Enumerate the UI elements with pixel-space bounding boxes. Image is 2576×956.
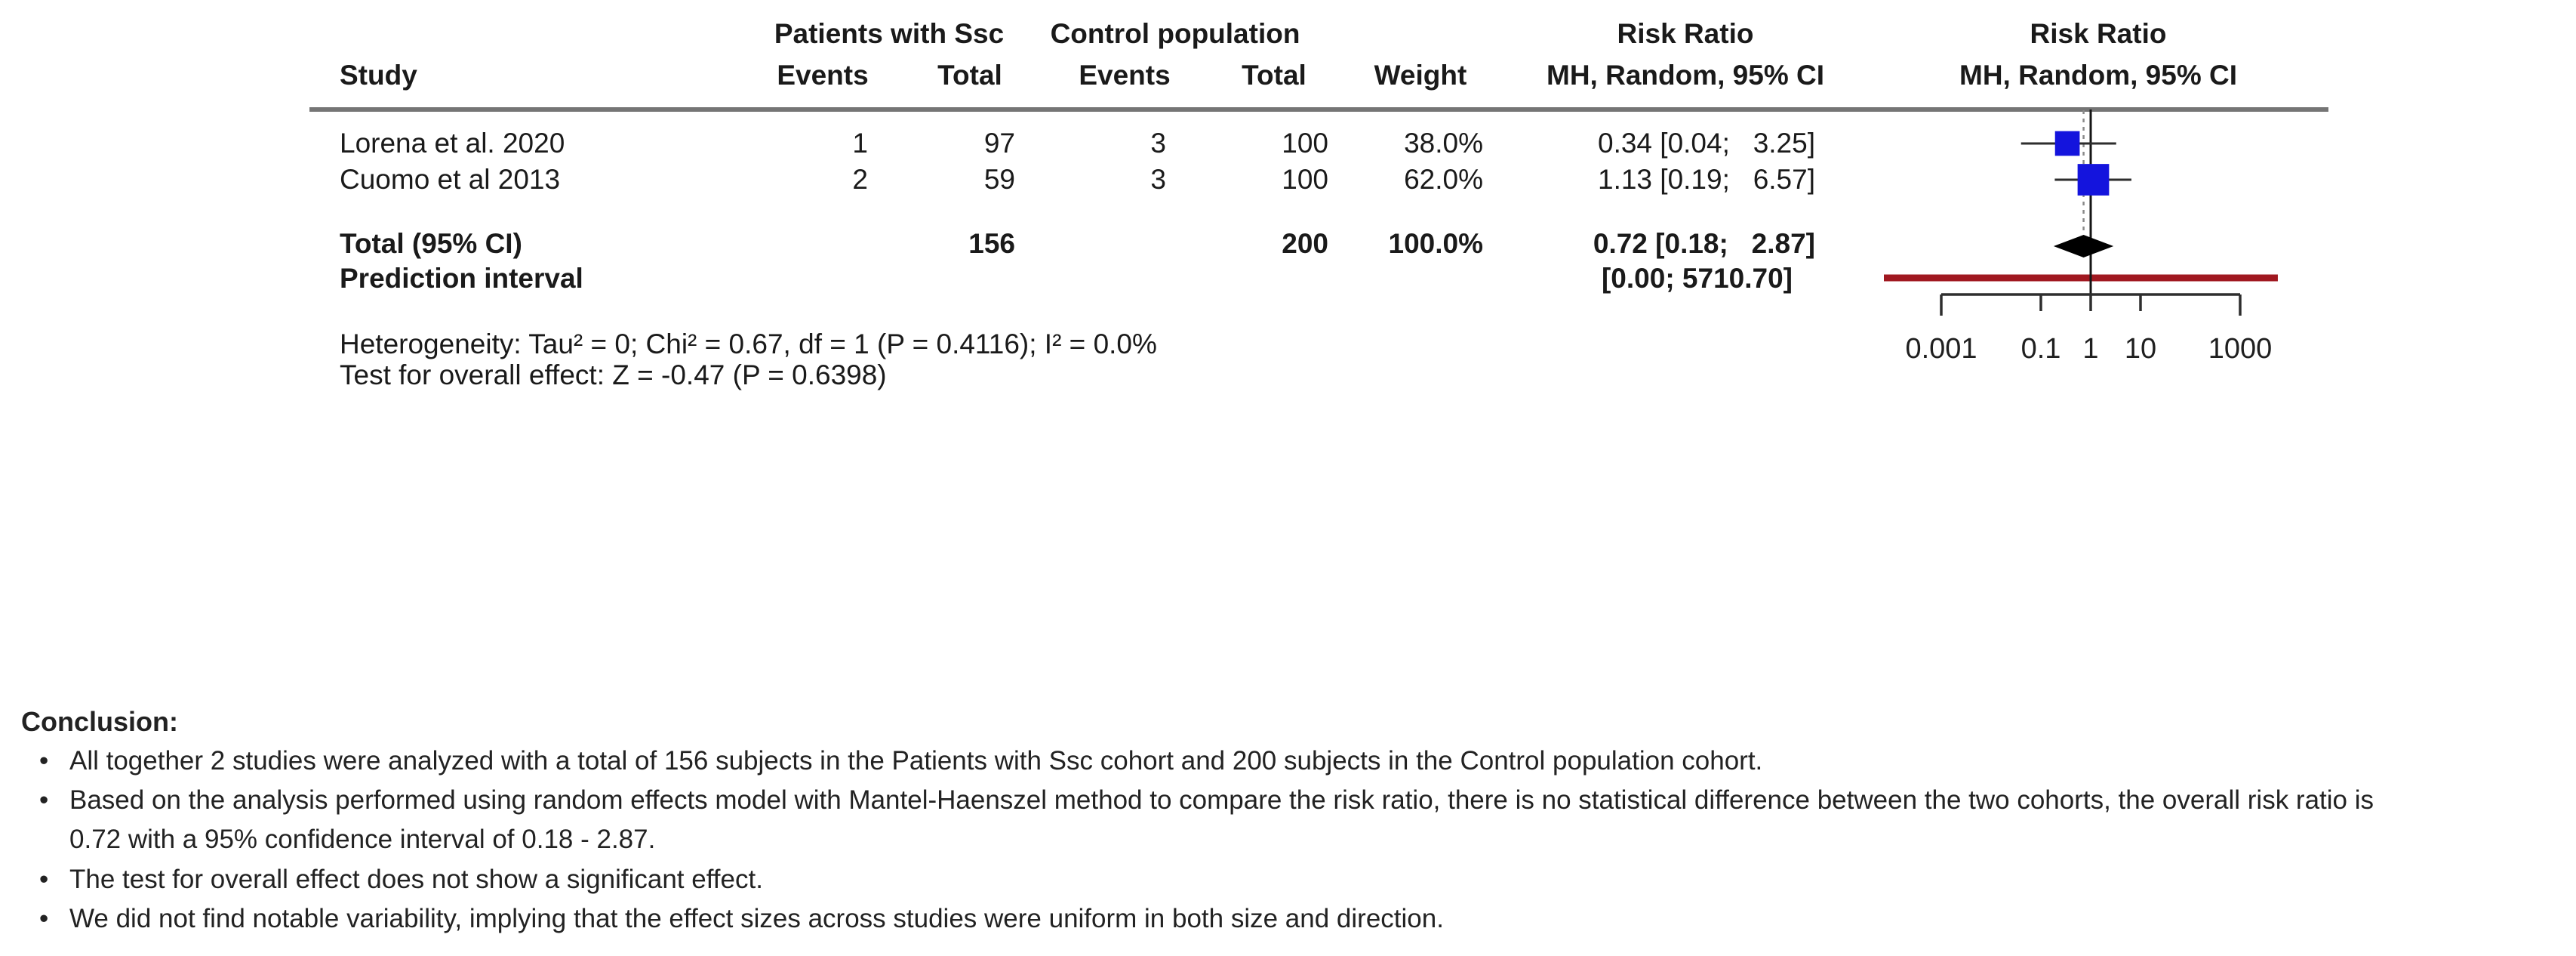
risk-ratio-ci-value: 1.13 [0.19; 6.57] — [1598, 164, 1815, 195]
conclusion-bullet-2-line-2: 0.72 with a 95% confidence interval of 0.18 - 2.87. — [69, 825, 656, 854]
column-header-events-control: Events — [1079, 60, 1171, 91]
total-control-value: 100 — [1282, 164, 1328, 195]
forest-plot-svg — [1842, 106, 2355, 378]
column-header-mh-random-text: MH, Random, 95% CI — [1547, 60, 1824, 91]
events-control-value: 3 — [1150, 128, 1166, 159]
total-ssc-sum: 156 — [968, 228, 1015, 259]
overall-effect-text: Test for overall effect: Z = -0.47 (P = 0.6398) — [340, 359, 887, 390]
study-name: Lorena et al. 2020 — [340, 128, 565, 159]
weight-value: 38.0% — [1404, 128, 1483, 159]
prediction-interval-label: Prediction interval — [340, 263, 583, 294]
bullet-icon: • — [39, 785, 49, 815]
study-weight-square — [2078, 164, 2110, 196]
axis-tick-label: 0.1 — [2020, 333, 2061, 365]
study-name: Cuomo et al 2013 — [340, 164, 561, 195]
bullet-icon: • — [39, 904, 49, 933]
conclusion-bullet-1: All together 2 studies were analyzed with a total of 156 subjects in the Patients with Ssc cohort and 200 subjects in the Control population cohort. — [69, 746, 1763, 776]
events-ssc-value: 1 — [852, 128, 868, 159]
column-header-events-ssc: Events — [777, 60, 869, 91]
column-header-weight: Weight — [1374, 60, 1467, 91]
total-control-value: 100 — [1282, 128, 1328, 159]
column-header-risk-ratio-plot: Risk Ratio — [2030, 18, 2167, 49]
bullet-icon: • — [39, 865, 49, 894]
events-control-value: 3 — [1150, 164, 1166, 195]
conclusion-bullet-4: We did not find notable variability, implying that the effect sizes across studies were uniform in both size and direction. — [69, 904, 1444, 933]
study-weight-square — [2055, 131, 2080, 156]
total-weight-value: 100.0% — [1388, 228, 1483, 259]
column-header-total-ssc: Total — [937, 60, 1002, 91]
conclusion-bullet-2-line-1: Based on the analysis performed using random effects model with Mantel-Haenszel method to compare the risk ratio, there is no statistical difference between the two cohorts, the overall risk ratio is — [69, 785, 2374, 815]
group-header-ssc: Patients with Ssc — [774, 18, 1005, 49]
total-ssc-value: 97 — [983, 128, 1015, 159]
total-risk-ratio-ci: 0.72 [0.18; 2.87] — [1593, 228, 1815, 259]
axis-tick-label: 1000 — [2208, 333, 2273, 365]
summary-diamond — [2054, 235, 2113, 258]
axis-tick-label: 0.001 — [1905, 333, 1977, 365]
column-header-mh-random-plot: MH, Random, 95% CI — [1959, 60, 2237, 91]
column-header-total-control: Total — [1242, 60, 1306, 91]
heterogeneity-text: Heterogeneity: Tau² = 0; Chi² = 0.67, df = 1 (P = 0.4116); I² = 0.0% — [340, 328, 1157, 359]
events-ssc-value: 2 — [852, 164, 868, 195]
column-header-study: Study — [340, 60, 417, 91]
total-row-label: Total (95% CI) — [340, 228, 522, 259]
prediction-interval-ci: [0.00; 5710.70] — [1601, 263, 1793, 294]
conclusion-bullet-3: The test for overall effect does not show a significant effect. — [69, 865, 763, 894]
axis-tick-label: 1 — [2082, 333, 2099, 365]
conclusion-heading: Conclusion: — [21, 706, 178, 737]
group-header-control: Control population — [1050, 18, 1300, 49]
column-header-risk-ratio-text: Risk Ratio — [1617, 18, 1754, 49]
risk-ratio-ci-value: 0.34 [0.04; 3.25] — [1598, 128, 1815, 159]
bullet-icon: • — [39, 746, 49, 776]
axis-tick-label: 10 — [2124, 333, 2157, 365]
total-control-sum: 200 — [1282, 228, 1328, 259]
weight-value: 62.0% — [1404, 164, 1483, 195]
prediction-interval-bar — [1884, 275, 2278, 282]
total-ssc-value: 59 — [983, 164, 1015, 195]
